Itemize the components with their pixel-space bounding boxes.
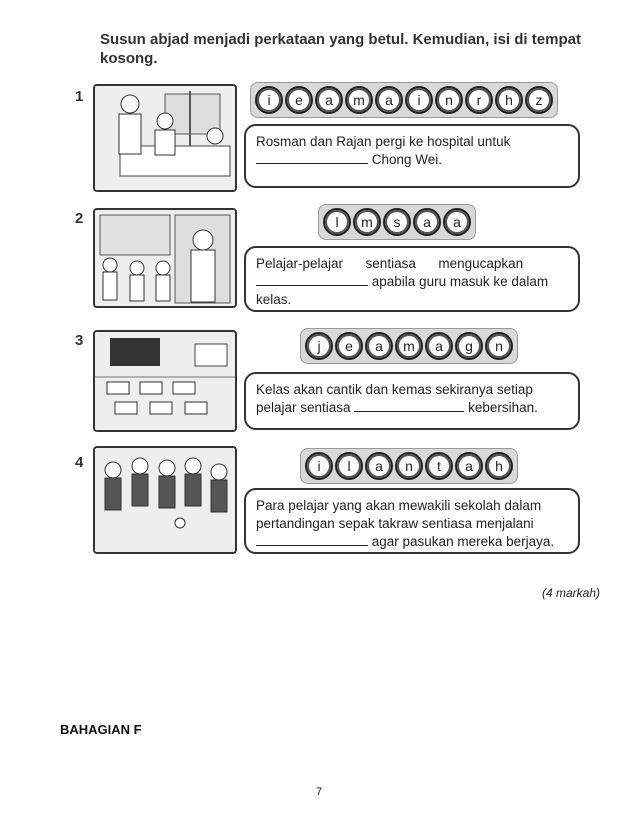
sentence-box: [244, 488, 580, 554]
classroom-illustration: [93, 330, 237, 432]
sentence-line: Para pelajar yang akan mewakili sekolah dalam: [256, 498, 542, 513]
sentence-line: agar pasukan mereka berjaya.: [371, 534, 555, 549]
letter-tile: l: [323, 208, 351, 236]
letter-tile: a: [375, 86, 403, 114]
question-number: 1: [75, 88, 84, 105]
answer-blank[interactable]: [256, 151, 368, 164]
letter-tile: h: [495, 86, 523, 114]
letter-tile: m: [353, 208, 381, 236]
marks-label: (4 markah): [542, 586, 601, 600]
instruction-text: Susun abjad menjadi perkataan yang betul. Kemudian, isi di tempat kosong.: [100, 31, 581, 67]
sentence-box: [244, 246, 580, 312]
letter-tile: a: [455, 452, 483, 480]
sentence-line: Rosman dan Rajan pergi ke hospital untuk: [256, 134, 511, 149]
sentence-line: kebersihan.: [468, 400, 538, 415]
letter-tiles: [300, 448, 518, 484]
letter-tile: a: [365, 332, 393, 360]
sentence-line: Chong Wei.: [371, 152, 443, 167]
sentence-line: pertandingan sepak takraw sentiasa menjalani: [256, 516, 534, 531]
letter-tile: t: [425, 452, 453, 480]
letter-tile: a: [443, 208, 471, 236]
letter-tiles: [250, 82, 558, 118]
letter-tile: g: [455, 332, 483, 360]
sepak-takraw-team-illustration: [93, 446, 237, 554]
letter-tile: e: [285, 86, 313, 114]
letter-tile: e: [335, 332, 363, 360]
letter-tile: m: [395, 332, 423, 360]
sentence-line: kelas.: [256, 292, 292, 307]
letter-tile: n: [485, 332, 513, 360]
letter-tile: n: [395, 452, 423, 480]
question-number: 3: [75, 332, 84, 349]
letter-tile: a: [413, 208, 441, 236]
hospital-illustration: [93, 84, 237, 192]
sentence-line: Kelas akan cantik dan kemas sekiranya setiap: [256, 382, 533, 397]
letter-tile: r: [465, 86, 493, 114]
answer-blank[interactable]: [256, 533, 368, 546]
answer-blank[interactable]: [354, 399, 464, 412]
sentence-line: Pelajar-pelajar sentiasa mengucapkan: [256, 256, 524, 271]
question-number: 4: [75, 454, 84, 471]
sentence-box: [244, 372, 580, 430]
page-number: 7: [315, 786, 323, 798]
letter-tile: z: [525, 86, 553, 114]
question-number: 2: [75, 210, 84, 227]
answer-blank[interactable]: [256, 273, 368, 286]
letter-tile: a: [315, 86, 343, 114]
letter-tile: j: [305, 332, 333, 360]
sentence-box: [244, 124, 580, 188]
letter-tiles: [300, 328, 518, 364]
letter-tile: n: [435, 86, 463, 114]
classroom-greeting-illustration: [93, 208, 237, 308]
section-heading: BAHAGIAN F: [60, 722, 142, 737]
letter-tile: i: [255, 86, 283, 114]
letter-tile: s: [383, 208, 411, 236]
letter-tile: a: [425, 332, 453, 360]
letter-tile: l: [335, 452, 363, 480]
sentence-line: pelajar sentiasa: [256, 400, 351, 415]
letter-tiles: [318, 204, 476, 240]
letter-tile: h: [485, 452, 513, 480]
letter-tile: i: [305, 452, 333, 480]
letter-tile: a: [365, 452, 393, 480]
sentence-line: apabila guru masuk ke dalam: [371, 274, 549, 289]
letter-tile: i: [405, 86, 433, 114]
letter-tile: m: [345, 86, 373, 114]
